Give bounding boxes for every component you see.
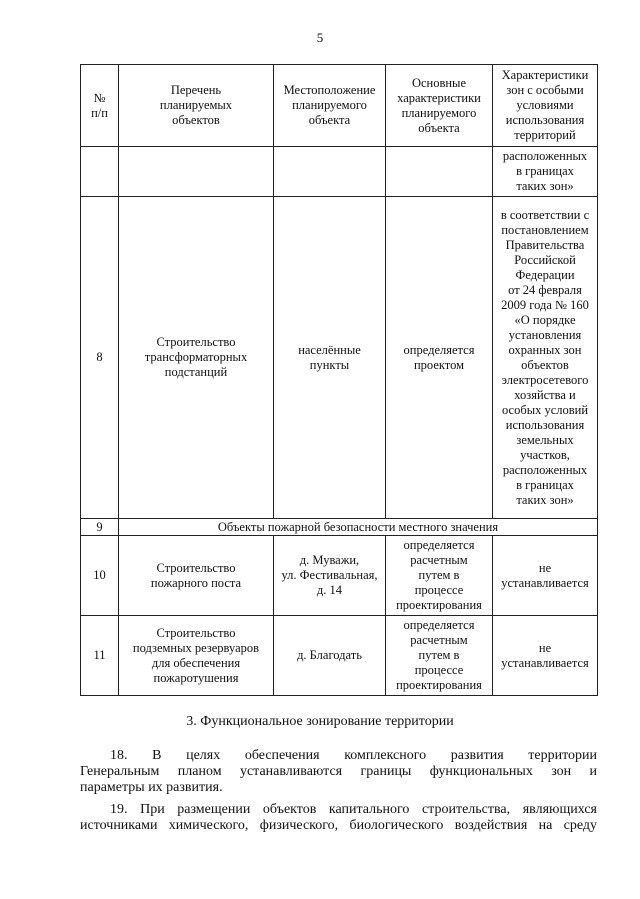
header-main-characteristics: Основные характеристики планируемого объекта bbox=[386, 65, 493, 147]
paragraph-18 bbox=[80, 748, 597, 796]
cell-zones: не устанавливается bbox=[493, 536, 598, 616]
paragraph-18-line-1: 18. В целях обеспечения комплексного развития территории bbox=[110, 748, 597, 763]
cell-number: 10 bbox=[81, 536, 119, 616]
cell-characteristics: определяется расчетным путем в процессе проектирования bbox=[386, 616, 493, 696]
cell-zones: в соответствии с постановлением Правительства Российской Федерации от 24 февраля 2009 года № 160 «О порядке установления охранных зон объектов электросетевого хозяйства и особых условий использования земельных участков, расположенных в границах таких зон» bbox=[493, 197, 598, 519]
table-row bbox=[81, 197, 598, 519]
cell-object-name: Строительство трансформаторных подстанций bbox=[119, 197, 274, 519]
cell-number: 9 bbox=[81, 519, 119, 536]
cell-object-name: Строительство подземных резервуаров для обеспечения пожаротушения bbox=[119, 616, 274, 696]
cell-location: д. Благодать bbox=[274, 616, 386, 696]
paragraph-18-line-2: Генеральным планом устанавливаются границы функциональных зон и bbox=[80, 764, 597, 779]
section-heading: 3. Функциональное зонирование территории bbox=[186, 714, 454, 729]
cell-section-title: Объекты пожарной безопасности местного значения bbox=[119, 519, 598, 536]
paragraph-19-line-2: источниками химического, физического, биологического воздействия на среду bbox=[80, 818, 597, 833]
cell-characteristics: определяется расчетным путем в процессе проектирования bbox=[386, 536, 493, 616]
page-number: 5 bbox=[316, 30, 324, 45]
header-number: № п/п bbox=[81, 65, 119, 147]
cell-zones: не устанавливается bbox=[493, 616, 598, 696]
paragraph-19-line-1: 19. При размещении объектов капитального строительства, являющихся bbox=[110, 802, 597, 817]
paragraph-18-line-3: параметры их развития. bbox=[80, 780, 223, 795]
cell-object-name: Строительство пожарного поста bbox=[119, 536, 274, 616]
table-row bbox=[81, 536, 598, 616]
cell-number: 8 bbox=[81, 197, 119, 519]
cell-number: 11 bbox=[81, 616, 119, 696]
cell-location: населённые пункты bbox=[274, 197, 386, 519]
table-row bbox=[81, 147, 598, 197]
cell-zones-continued: расположенных в границах таких зон» bbox=[493, 147, 598, 197]
header-location: Местоположение планируемого объекта bbox=[274, 65, 386, 147]
paragraph-19 bbox=[80, 802, 597, 834]
planned-objects-table bbox=[80, 64, 598, 696]
header-objects-list: Перечень планируемых объектов bbox=[119, 65, 274, 147]
table-header-row bbox=[81, 65, 598, 147]
header-zone-characteristics: Характеристики зон с особыми условиями использования территорий bbox=[493, 65, 598, 147]
cell-characteristics: определяется проектом bbox=[386, 197, 493, 519]
table-row bbox=[81, 616, 598, 696]
cell-location: д. Муважи, ул. Фестивальная, д. 14 bbox=[274, 536, 386, 616]
table-row bbox=[81, 519, 598, 536]
